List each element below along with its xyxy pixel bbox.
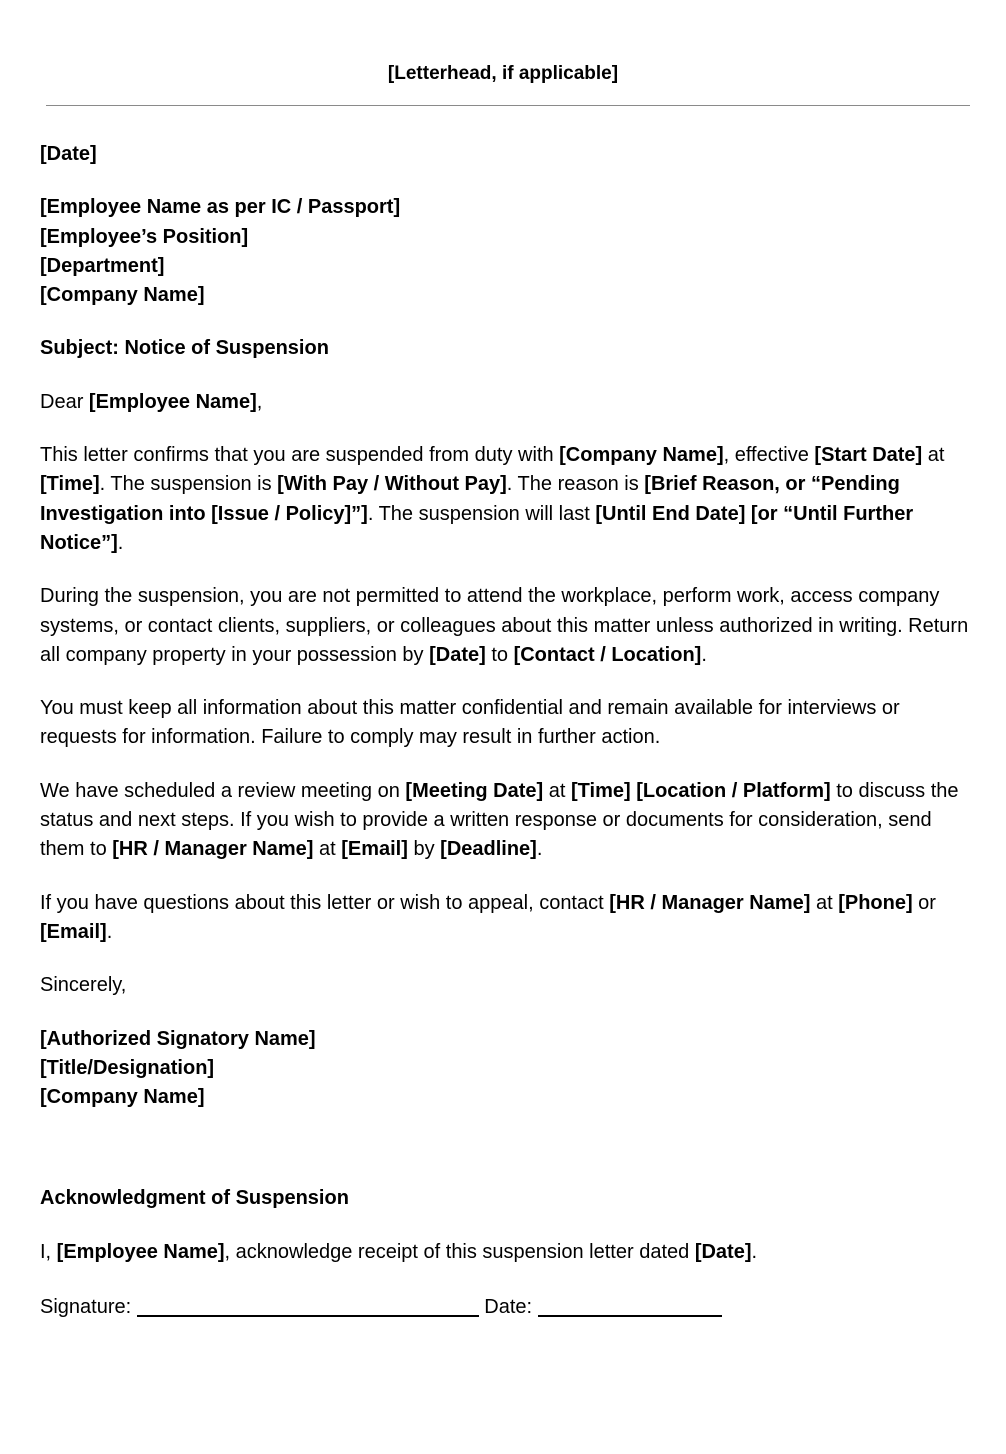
placeholder-start-date: [Start Date] bbox=[814, 444, 923, 467]
placeholder-contact-location: [Contact / Location] bbox=[513, 643, 702, 666]
placeholder-hr-manager: [HR / Manager Name] bbox=[609, 891, 811, 914]
date-line bbox=[538, 1295, 722, 1317]
text: . bbox=[701, 643, 707, 666]
placeholder-time: [Time] bbox=[571, 779, 631, 802]
signature-line bbox=[137, 1295, 479, 1317]
acknowledgment-heading bbox=[40, 1184, 970, 1213]
placeholder-email: [Email] bbox=[341, 838, 408, 861]
placeholder-letter-date: [Date] bbox=[694, 1240, 752, 1263]
recipient-company: [Company Name] bbox=[40, 284, 205, 307]
text: by bbox=[407, 838, 441, 861]
signatory-block bbox=[40, 1025, 970, 1113]
placeholder-employee-name: [Employee Name] bbox=[56, 1240, 225, 1263]
text: or bbox=[912, 891, 936, 914]
text: . The reason is bbox=[506, 473, 645, 496]
salutation-prefix: Dear bbox=[40, 390, 89, 413]
recipient-block bbox=[40, 193, 970, 310]
text: . The suspension will last bbox=[367, 502, 596, 525]
salutation bbox=[40, 388, 970, 417]
text: If you have questions about this letter or wish to appeal, contact bbox=[40, 891, 610, 914]
closing: Sincerely, bbox=[40, 974, 127, 997]
text: . bbox=[106, 920, 113, 943]
acknowledgment-statement bbox=[40, 1238, 970, 1267]
placeholder-meeting-date: [Meeting Date] bbox=[405, 779, 544, 802]
recipient-position: [Employee’s Position] bbox=[40, 225, 249, 248]
text: During the suspension, you are not permitted to attend the workplace, perform work, access company systems, or contact clients, suppliers, or colleagues about this matter unless authorized in writing. Return all company property in your possession by bbox=[40, 585, 969, 666]
signatory-name: [Authorized Signatory Name] bbox=[40, 1027, 316, 1050]
text: , effective bbox=[723, 444, 815, 467]
text: . bbox=[536, 838, 543, 861]
text: . bbox=[751, 1240, 758, 1263]
placeholder-email: [Email] bbox=[40, 920, 107, 943]
text: at bbox=[810, 891, 839, 914]
text: This letter confirms that you are suspended from duty with bbox=[40, 444, 560, 467]
letter-date bbox=[40, 140, 970, 169]
text: at bbox=[543, 779, 571, 802]
signatory-company: [Company Name] bbox=[40, 1086, 205, 1109]
paragraph-confidentiality: You must keep all information about this matter confidential and remain available for interviews or requests for information. Failure to comply may result in further action. bbox=[40, 697, 900, 749]
text: I, bbox=[40, 1240, 57, 1263]
placeholder-pay: [With Pay / Without Pay] bbox=[277, 473, 507, 496]
placeholder-phone: [Phone] bbox=[838, 891, 913, 914]
subject-text: Subject: Notice of Suspension bbox=[40, 337, 329, 360]
placeholder-duration: [Until End Date] [or “Until Further Notice”] bbox=[40, 502, 914, 554]
text: . bbox=[117, 531, 124, 554]
placeholder-return-date: [Date] bbox=[429, 643, 486, 666]
placeholder-location-platform: [Location / Platform] bbox=[636, 779, 831, 802]
recipient-name: [Employee Name as per IC / Passport] bbox=[40, 196, 401, 219]
placeholder-reason: [Brief Reason, or “Pending Investigation into [Issue / Policy]”] bbox=[40, 473, 900, 525]
header-divider bbox=[46, 105, 970, 106]
salutation-suffix: , bbox=[256, 390, 263, 413]
placeholder-hr-manager: [HR / Manager Name] bbox=[112, 838, 314, 861]
text: , acknowledge receipt of this suspension letter dated bbox=[224, 1240, 695, 1263]
text: at bbox=[313, 838, 342, 861]
placeholder-time: [Time] bbox=[40, 473, 100, 496]
salutation-name: [Employee Name] bbox=[88, 390, 257, 413]
subject-line bbox=[40, 334, 970, 363]
recipient-department: [Department] bbox=[40, 254, 165, 277]
letterhead: [Letterhead, if applicable] bbox=[387, 63, 619, 84]
acknowledgment-heading-text: Acknowledgment of Suspension bbox=[40, 1187, 349, 1210]
paragraph-suspension-details bbox=[40, 441, 970, 558]
text: to discuss the status and next steps. If you wish to provide a written response or documents for consideration, send them to bbox=[40, 779, 959, 861]
placeholder-deadline: [Deadline] bbox=[440, 838, 537, 861]
signature-row bbox=[40, 1291, 970, 1322]
text: . The suspension is bbox=[99, 473, 278, 496]
text: at bbox=[922, 444, 945, 467]
placeholder-company: [Company Name] bbox=[559, 444, 724, 467]
paragraph-restrictions bbox=[40, 582, 970, 670]
date-label: Date: bbox=[478, 1296, 538, 1319]
signature-label: Signature: bbox=[40, 1296, 137, 1319]
paragraph-questions bbox=[40, 889, 970, 948]
letter-body bbox=[40, 140, 970, 1346]
text: to bbox=[485, 643, 514, 666]
signatory-title: [Title/Designation] bbox=[40, 1056, 215, 1079]
paragraph-review-meeting bbox=[40, 777, 970, 865]
date-placeholder: [Date] bbox=[40, 143, 97, 165]
text: We have scheduled a review meeting on bbox=[40, 779, 406, 802]
